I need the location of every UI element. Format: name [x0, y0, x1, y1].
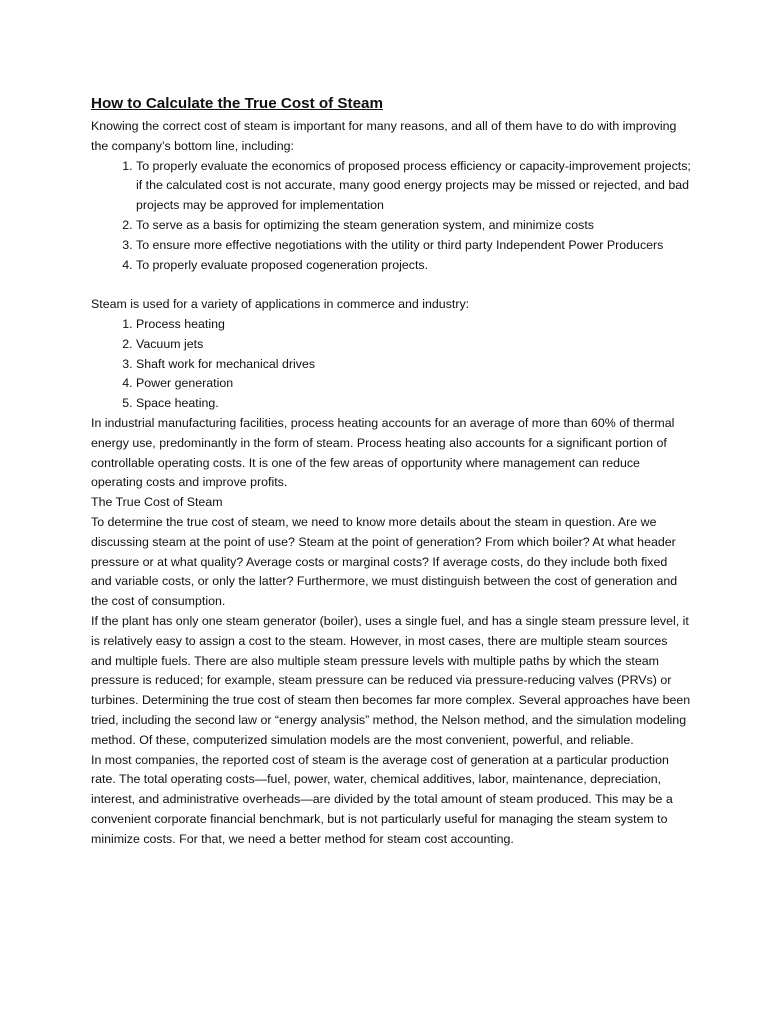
- section-subheading: The True Cost of Steam: [91, 495, 223, 510]
- intro-paragraph: Knowing the correct cost of steam is important for many reasons, and all of them have to do with improving the company’s bottom line, including:: [91, 119, 677, 153]
- list-item: 4. Power generation: [136, 374, 691, 394]
- applications-intro: Steam is used for a variety of applications in commerce and industry:: [91, 297, 470, 312]
- list-item: 1. Process heating: [136, 315, 691, 335]
- plant-paragraph: If the plant has only one steam generator (boiler), uses a single fuel, and has a single steam pressure level, it is relatively easy to assign a cost to the steam. However, in most cases, there are multiple steam sources and multiple fuels. There are also multiple steam pressure levels with multiple paths by which the steam pressure is reduced; for example, steam pressure can be reduced via pressure-reducing valves (PRVs) or turbines. Determining the true cost of steam then becomes far more complex. Several approaches have been tried, including the second law or “energy analysis” method, the Nelson method, and the simulation modeling method. Of these, computerized simulation models are the most convenient, powerful, and reliable.: [91, 613, 691, 747]
- reasons-list: [91, 157, 691, 276]
- applications-list: [91, 315, 691, 414]
- list-item: 5. Space heating.: [136, 394, 691, 414]
- list-item: 4. To properly evaluate proposed cogeneration projects.: [136, 256, 691, 276]
- determine-paragraph: To determine the true cost of steam, we need to know more details about the steam in question. Are we discussing steam at the point of use? Steam at the point of generation? From which boiler? At what header pressure or at what quality? Average costs or marginal costs? If average costs, do they include both fixed and variable costs, or only the latter? Furthermore, we must distinguish between the cost of generation and the cost of consumption.: [91, 514, 678, 609]
- list-item: 1. To properly evaluate the economics of proposed process efficiency or capacity-improvement projects; if the calculated cost is not accurate, many good energy projects may be missed or rejected, and bad projects may be approved for implementation: [136, 157, 691, 216]
- blank-line: [91, 275, 691, 295]
- list-item: 2. To serve as a basis for optimizing the steam generation system, and minimize costs: [136, 216, 691, 236]
- companies-paragraph: In most companies, the reported cost of steam is the average cost of generation at a particular production rate. The total operating costs—fuel, power, water, chemical additives, labor, maintenance, depreciation, interest, and administrative overheads—are divided by the total amount of steam produced. This may be a convenient corporate financial benchmark, but is not particularly useful for managing the steam system to minimize costs. For that, we need a better method for steam cost accounting.: [91, 752, 673, 846]
- list-item: 2. Vacuum jets: [136, 335, 691, 355]
- industrial-paragraph: In industrial manufacturing facilities, process heating accounts for an average of more than 60% of thermal energy use, predominantly in the form of steam. Process heating also accounts for a significant portion of controllable operating costs. It is one of the few areas of opportunity where management can reduce operating costs and improve profits.: [91, 415, 675, 490]
- list-item: 3. To ensure more effective negotiations with the utility or third party Independent Power Producers: [136, 236, 691, 256]
- list-item: 3. Shaft work for mechanical drives: [136, 355, 691, 375]
- page-title: How to Calculate the True Cost of Steam: [91, 95, 383, 112]
- document-body: [91, 94, 691, 849]
